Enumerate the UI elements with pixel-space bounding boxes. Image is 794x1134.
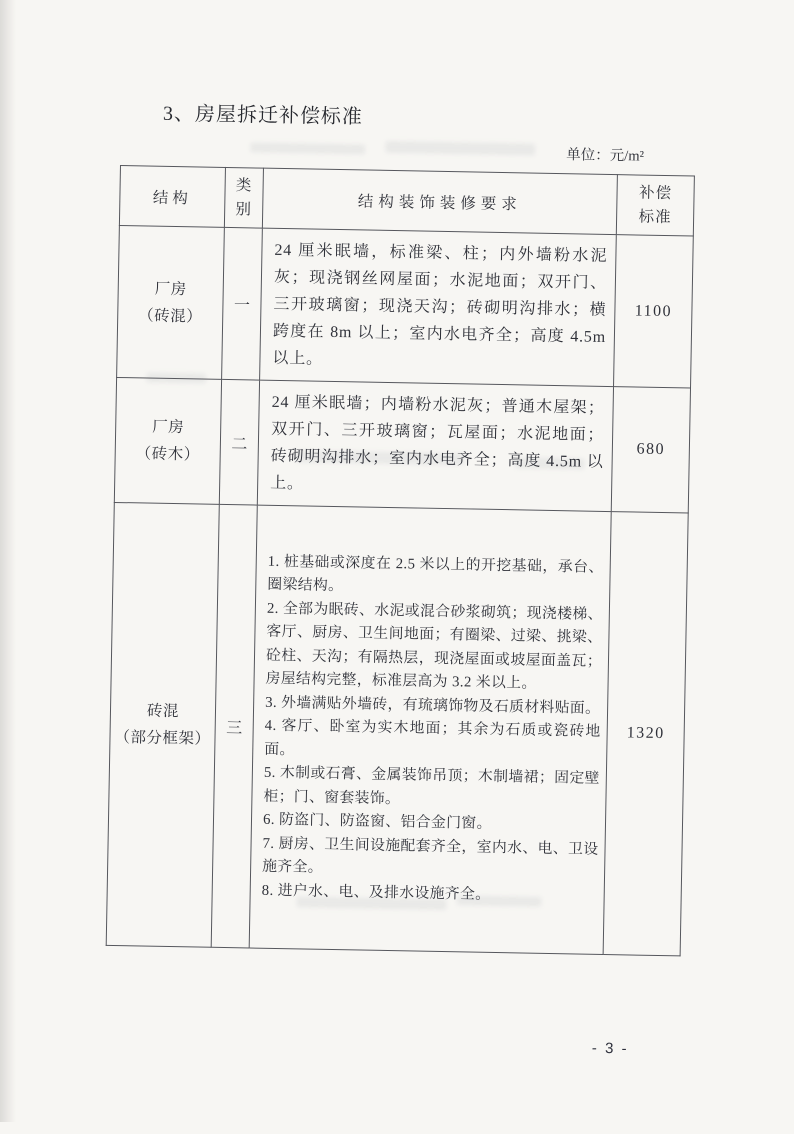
requirement-item: 8. 进户水、电、及排水设施齐全。 — [261, 882, 491, 903]
table-row — [114, 377, 690, 512]
requirement-item: 7. 厨房、卫生间设施配套齐全，室内水、电、卫设施齐全。 — [262, 835, 599, 877]
col-header-structure: 结构 — [119, 166, 225, 228]
category-cell: 二 — [219, 379, 259, 505]
col-header-category — [224, 167, 263, 228]
document-title: 3、房屋拆迁补偿标准 — [162, 102, 364, 129]
structure-line1: 厂房 — [152, 418, 185, 437]
structure-cell — [106, 502, 219, 947]
requirements-cell: 24 厘米眠墙，标准梁、柱；内外墙粉水泥灰；现浇钢丝网屋面；水泥地面；双开门、三开玻璃窗；现浇天沟；砖砌明沟排水；横跨度在 8m 以上；室内水电齐全；高度 4.5m 以上。 — [260, 228, 617, 386]
col-header-requirements: 结构装饰装修要求 — [262, 168, 617, 234]
col-header-compensation — [616, 175, 694, 236]
compensation-cell: 1100 — [614, 235, 694, 388]
col-header-compensation-line1: 补偿 — [638, 184, 673, 202]
category-cell: 三 — [211, 504, 257, 948]
bleedthrough-smudge — [385, 141, 535, 156]
requirement-item: 3. 外墙满贴外墙砖，有琉璃饰物及石质材料贴面。 — [265, 694, 601, 717]
compensation-table — [106, 165, 695, 956]
requirements-cell — [249, 505, 611, 954]
table-row — [117, 225, 694, 387]
table-header-row — [119, 166, 694, 237]
requirement-item: 4. 客厅、卧室为实木地面；其余为石质或瓷砖地面。 — [264, 717, 601, 759]
requirements-cell: 24 厘米眠墙；内墙粉水泥灰；普通木屋架；双开门、三开玻璃窗；瓦屋面；水泥地面；砖砌明沟排水；室内水电齐全；高度 4.5m 以上。 — [257, 380, 613, 511]
requirement-item: 6. 防盗门、防盗窗、铝合金门窗。 — [262, 811, 492, 833]
col-header-compensation-line2: 标准 — [638, 208, 672, 226]
structure-line2: （砖木） — [135, 445, 200, 464]
unit-label: 单位：元/m² — [566, 147, 645, 165]
compensation-cell: 680 — [611, 387, 690, 513]
bleedthrough-smudge — [250, 142, 365, 154]
structure-cell — [114, 377, 221, 504]
page-number: - 3 - — [591, 1039, 629, 1058]
requirement-item: 1. 桩基础或深度在 2.5 米以上的开挖基础，承台、圈梁结构。 — [267, 553, 604, 595]
compensation-cell: 1320 — [603, 512, 688, 956]
requirement-item: 5. 木制或石膏、金属装饰吊顶；木制墙裙；固定壁柜；门、窗套装饰。 — [263, 764, 600, 807]
category-cell: 一 — [222, 227, 263, 380]
structure-line1: 砖混 — [146, 702, 180, 721]
col-header-category-line2: 别 — [235, 200, 253, 218]
table-row — [106, 502, 688, 955]
structure-cell — [117, 225, 225, 379]
requirement-item: 2. 全部为眠砖、水泥或混合砂浆砌筑；现浇楼梯、客厅、厨房、卫生间地面；有圈梁、过梁、挑梁、砼柱、天沟；有隔热层，现浇屋面或坡屋面盖瓦；房屋结构完整，标准层高为 3.2 米以上。 — [265, 600, 603, 692]
structure-line2: （砖混） — [138, 306, 203, 326]
col-header-category-line1: 类 — [235, 176, 253, 194]
structure-line2: （部分框架） — [114, 728, 211, 748]
structure-line1: 厂房 — [154, 280, 187, 298]
